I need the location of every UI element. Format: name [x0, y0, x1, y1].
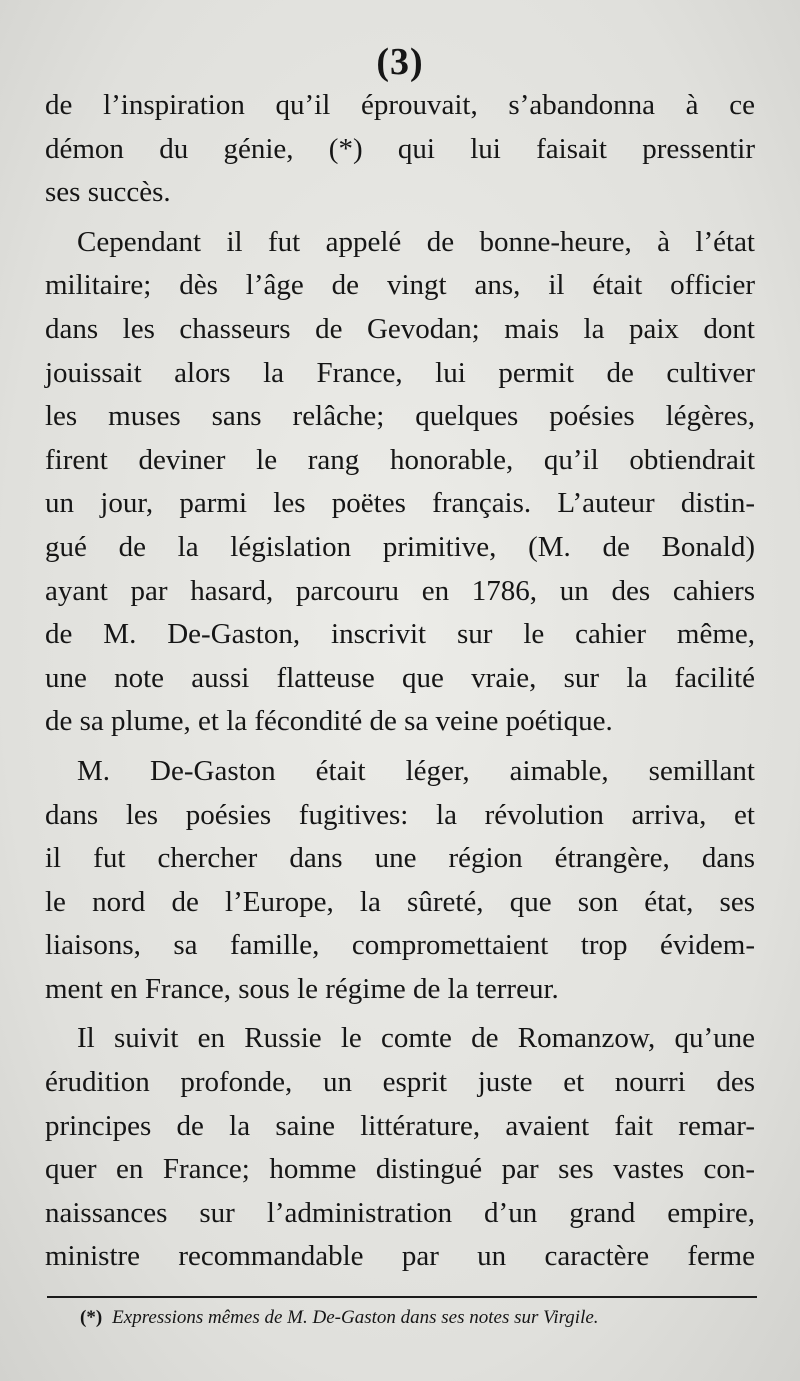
text-line: il fut chercher dans une région étrangère, dans [45, 842, 755, 875]
text-line: de M. De-Gaston, inscrivit sur le cahier même, [45, 618, 755, 651]
page-number: (3) [376, 41, 424, 83]
paragraph [45, 221, 755, 744]
paragraph [45, 1017, 755, 1279]
text-line: liaisons, sa famille, compromettaient trop évidem- [45, 929, 755, 962]
text-line: jouissait alors la France, lui permit de cultiver [45, 356, 755, 389]
text-line: militaire; dès l’âge de vingt ans, il était officier [45, 269, 755, 302]
text-line: érudition profonde, un esprit juste et nourri des [45, 1066, 755, 1099]
footnote-mark: (*) [80, 1307, 103, 1328]
text-line: ministre recommandable par un caractère ferme [45, 1240, 755, 1273]
text-line: ses succès. [45, 176, 171, 209]
text-line: Il suivit en Russie le comte de Romanzow, qu’une [77, 1022, 755, 1055]
text-line: de l’inspiration qu’il éprouvait, s’abandonna à ce [45, 89, 755, 121]
text-line: naissances sur l’administration d’un grand empire, [45, 1196, 755, 1229]
text-line: dans les chasseurs de Gevodan; mais la paix dont [45, 312, 755, 345]
footnote [80, 1307, 760, 1329]
text-line: quer en France; homme distingué par ses vastes con- [45, 1153, 755, 1186]
text-line: firent deviner le rang honorable, qu’il obtiendrait [45, 443, 755, 476]
paragraph [45, 750, 755, 1012]
paragraph [45, 84, 755, 215]
text-line: ayant par hasard, parcouru en 1786, un des cahiers [45, 574, 755, 607]
text-line: dans les poésies fugitives: la révolution arriva, et [45, 798, 755, 831]
text-line: le nord de l’Europe, la sûreté, que son état, ses [45, 885, 755, 918]
footnote-divider [47, 1296, 757, 1298]
text-line: gué de la législation primitive, (M. de Bonald) [45, 530, 755, 563]
text-line: une note aussi flatteuse que vraie, sur la facilité [45, 661, 755, 694]
text-line: démon du génie, (*) qui lui faisait pressentir [45, 132, 755, 165]
text-line: un jour, parmi les poëtes français. L’auteur distin- [45, 487, 755, 520]
body-text [45, 84, 755, 1285]
text-line: ment en France, sous le régime de la terreur. [45, 972, 559, 1005]
text-line: Cependant il fut appelé de bonne-heure, à l’état [77, 225, 755, 258]
text-line: les muses sans relâche; quelques poésies légères, [45, 400, 755, 433]
text-line: M. De-Gaston était léger, aimable, semillant [77, 754, 755, 787]
text-line: principes de la saine littérature, avaient fait remar- [45, 1109, 755, 1142]
text-line: de sa plume, et la fécondité de sa veine poétique. [45, 705, 613, 738]
footnote-text: Expressions mêmes de M. De-Gaston dans ses notes sur Virgile. [112, 1307, 599, 1328]
